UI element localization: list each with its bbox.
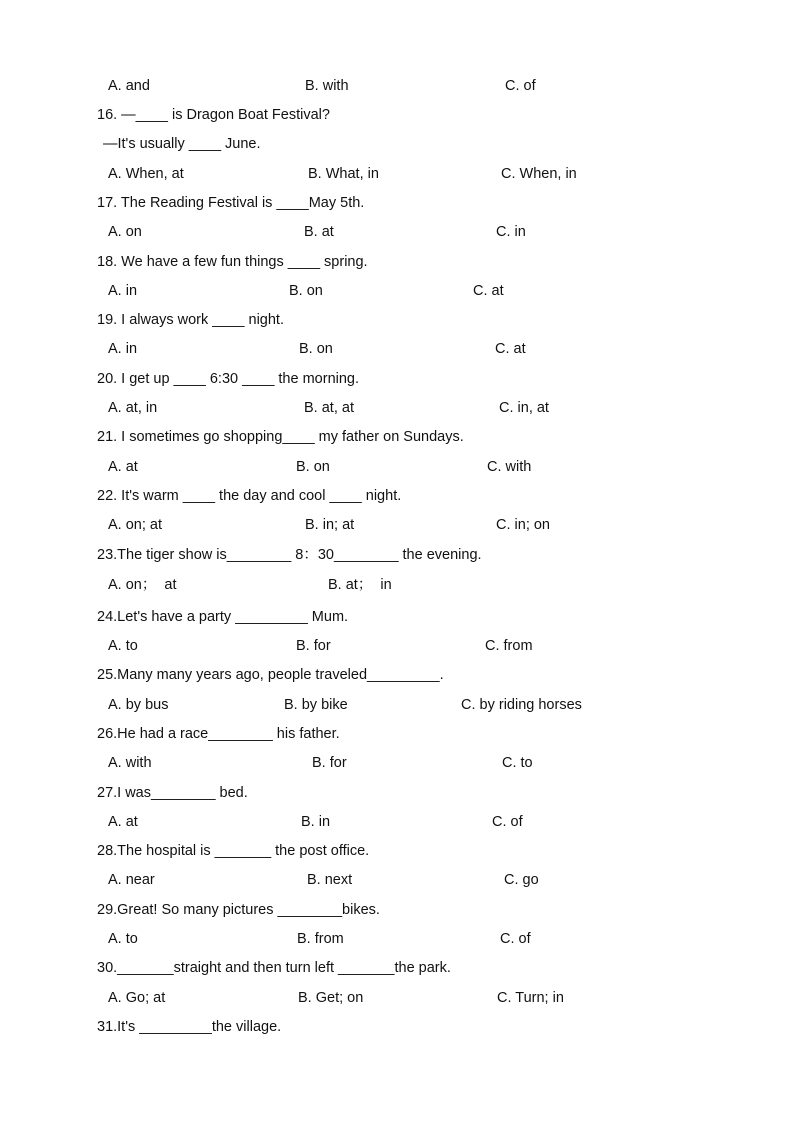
option-c: C. in, at: [499, 400, 549, 416]
option-b: B. on: [296, 459, 330, 475]
question-25: 25.Many many years ago, people traveled_________.: [97, 667, 444, 683]
option-b: B. next: [307, 872, 353, 888]
question-26: 26.He had a race________ his father.: [97, 726, 340, 742]
option-b: B. at； in: [328, 577, 392, 593]
option-a: A. on: [108, 224, 142, 240]
option-b: B. at: [304, 224, 334, 240]
question-29: 29.Great! So many pictures ________bikes.: [97, 902, 380, 918]
option-b: B. at, at: [304, 400, 354, 416]
option-a: A. in: [108, 283, 138, 299]
question-18: 18. We have a few fun things ____ spring.: [97, 254, 368, 270]
option-a: A. to: [108, 931, 138, 947]
option-a: A. at: [108, 459, 138, 475]
question-19: 19. I always work ____ night.: [97, 312, 284, 328]
option-c: C. Turn; in: [497, 990, 564, 1006]
question-24: 24.Let's have a party _________ Mum.: [97, 609, 349, 625]
option-a: A. Go; at: [108, 990, 166, 1006]
option-c: C. from: [485, 638, 533, 654]
option-c: C. by riding horses: [461, 697, 582, 713]
option-a: A. When, at: [108, 166, 184, 182]
option-a: A. by bus: [108, 697, 169, 713]
question-28: 28.The hospital is _______ the post office.: [97, 843, 370, 859]
option-c: C. in; on: [496, 517, 550, 533]
question-23: 23.The tiger show is________ 8：30________ the evening.: [97, 547, 482, 563]
option-b: B. for: [312, 755, 347, 771]
question-16: 16. —____ is Dragon Boat Festival?: [97, 107, 330, 123]
option-a: A. in: [108, 341, 138, 357]
option-c: C. of: [500, 931, 531, 947]
option-a: A. at, in: [108, 400, 158, 416]
option-b: B. What, in: [308, 166, 379, 182]
option-a: A. at: [108, 814, 138, 830]
question-30: 30._______straight and then turn left _______the park.: [97, 960, 451, 976]
option-a: A. and: [108, 78, 150, 94]
option-a: A. with: [108, 755, 152, 771]
option-b: B. on: [289, 283, 323, 299]
option-c: C. at: [473, 283, 504, 299]
question-21: 21. I sometimes go shopping____ my father on Sundays.: [97, 429, 464, 445]
option-c: C. to: [502, 755, 533, 771]
option-c: C. When, in: [501, 166, 577, 182]
option-b: B. from: [297, 931, 344, 947]
option-b: B. in: [301, 814, 331, 830]
option-b: B. in; at: [305, 517, 355, 533]
question-27: 27.I was________ bed.: [97, 785, 248, 801]
option-c: C. with: [487, 459, 532, 475]
option-c: C. at: [495, 341, 526, 357]
option-a: A. on; at: [108, 517, 163, 533]
option-b: B. Get; on: [298, 990, 364, 1006]
option-c: C. in: [496, 224, 526, 240]
question-31: 31.It's _________the village.: [97, 1019, 282, 1035]
question-17: 17. The Reading Festival is ____May 5th.: [97, 195, 365, 211]
question-20: 20. I get up ____ 6:30 ____ the morning.: [97, 371, 360, 387]
option-a: A. near: [108, 872, 155, 888]
option-c: C. of: [505, 78, 536, 94]
option-b: B. for: [296, 638, 331, 654]
question-16-line-2: —It's usually ____ June.: [103, 136, 261, 152]
option-a: A. to: [108, 638, 138, 654]
option-b: B. with: [305, 78, 349, 94]
option-c: C. go: [504, 872, 539, 888]
option-b: B. by bike: [284, 697, 348, 713]
option-b: B. on: [299, 341, 333, 357]
option-c: C. of: [492, 814, 523, 830]
option-a: A. on； at: [108, 577, 177, 593]
question-22: 22. It's warm ____ the day and cool ____ night.: [97, 488, 402, 504]
